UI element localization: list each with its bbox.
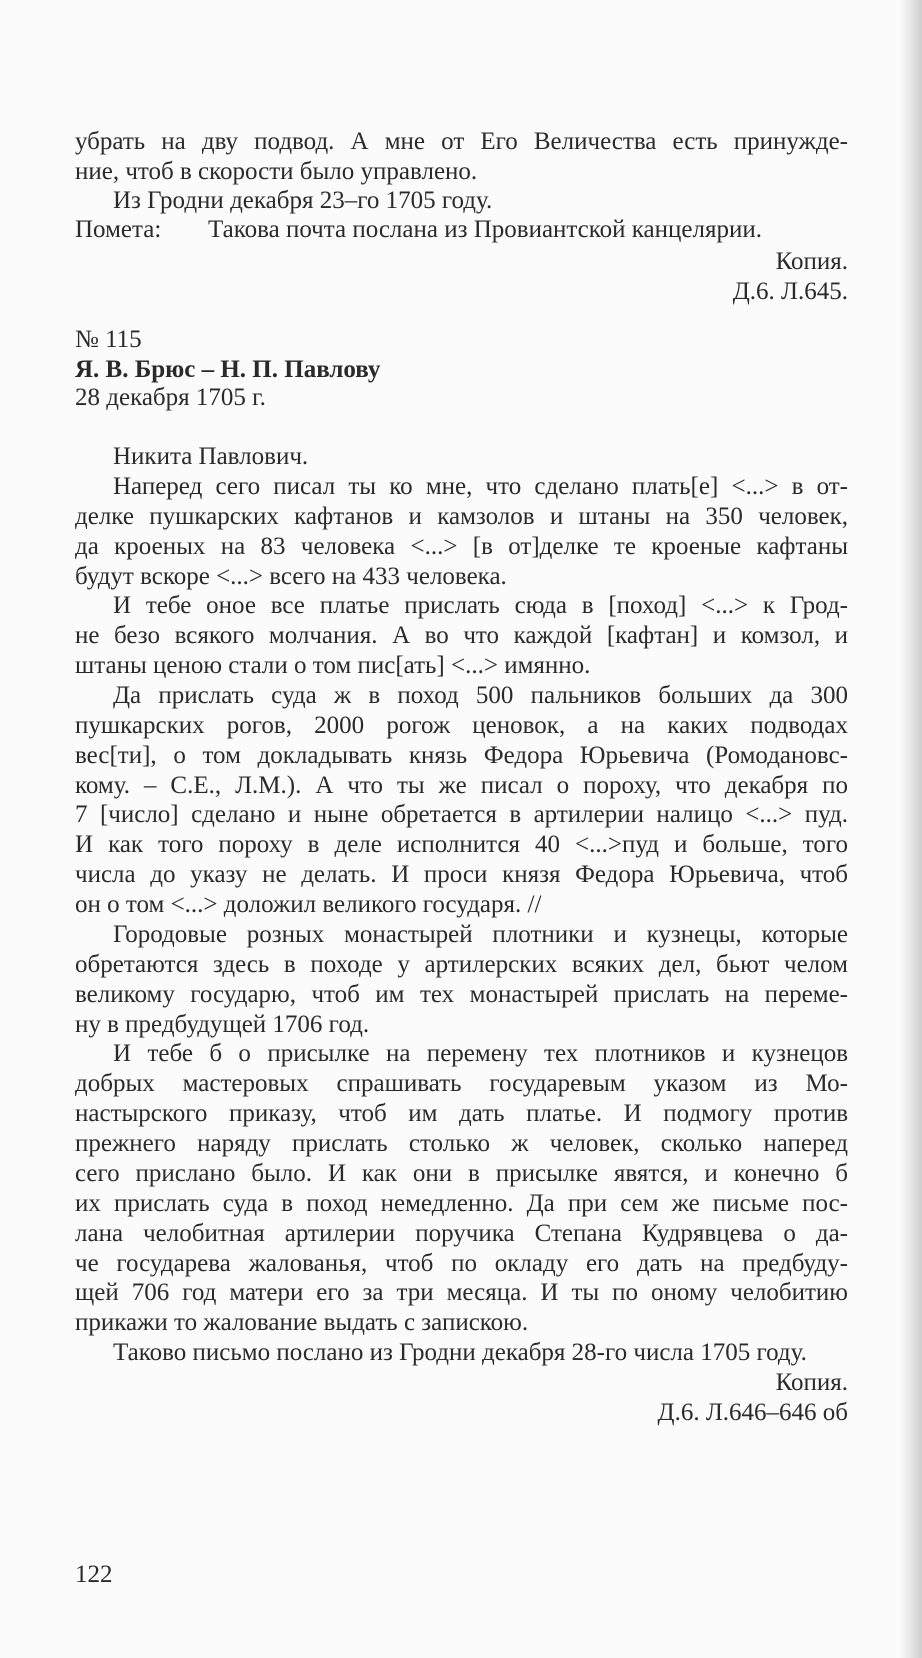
text-line: будут вскоре <...> всего на 433 человека.: [75, 562, 507, 590]
copy-mark: Копия.: [775, 248, 848, 275]
text-line: щей 706 год матери его за три месяца. И ты по оному челобитию: [75, 1279, 848, 1307]
page-number: 122: [75, 1561, 113, 1588]
text-line: 7 [число] сделано и ныне обретается в артилерии налицо <...> пуд.: [75, 801, 848, 829]
archive-reference: Д.6. Л.646–646 об: [657, 1398, 848, 1426]
text-line: штаны ценою стали о том пис[ать] <...> имянно.: [75, 652, 591, 680]
text-line: лана челобитная артилерии поручика Степана Кудрявцева о да-: [75, 1219, 848, 1247]
text-line: кому. – С.Е., Л.М.). А что ты же писал о пороху, что декабря по: [75, 771, 848, 799]
salutation: Никита Павлович.: [113, 443, 309, 470]
text-line: И тебе б о присылке на перемену тех плотников и кузнецов: [113, 1040, 848, 1068]
text-line: не безо всякого молчания. А во что каждой [кафтан] и комзол, и: [75, 622, 848, 650]
note-label: Помета:: [75, 216, 162, 243]
closing-line: Таково письмо послано из Гродни декабря 28-го числа 1705 году.: [113, 1339, 807, 1367]
text-line: ние, чтоб в скорости было управлено.: [75, 158, 478, 185]
text-line: он о том <...> доложил великого государя. //: [75, 891, 542, 918]
text-line: Наперед сего писал ты ко мне, что сделано плать[е] <...> в от-: [113, 472, 848, 500]
archive-reference: Д.6. Л.645.: [732, 278, 848, 305]
text-line: прикажи то жалование выдать с запискою.: [75, 1309, 529, 1337]
text-line: великому государю, чтоб им тех монастырей прислать на переме-: [75, 980, 848, 1008]
text-line: настырского приказу, чтоб им дать платье. И подмогу против: [75, 1100, 848, 1128]
document-number: № 115: [75, 326, 142, 353]
text-line: делке пушкарских кафтанов и камзолов и штаны на 350 человек,: [75, 502, 848, 530]
text-line: их прислать суда в поход немедленно. Да при сем же письме пос-: [75, 1189, 848, 1217]
text-line: вес[ти], о том докладывать князь Федора Юрьевича (Ромодановс-: [75, 741, 848, 769]
text-line: прежнего наряду прислать столько ж человек, сколько наперед: [75, 1130, 848, 1157]
text-line: сего прислано было. И как они в присылке явятся, и конечно б: [75, 1159, 848, 1187]
text-line: И как того пороху в деле исполнится 40 <...>пуд и больше, того: [75, 831, 848, 859]
text-line: Да прислать суда ж в поход 500 пальников больших да 300: [113, 682, 848, 709]
text-line: Городовые розных монастырей плотники и кузнецы, которые: [113, 920, 848, 948]
text-line: пушкарских рогов, 2000 рогож ценовок, а на каких подводах: [75, 711, 848, 739]
text-line: добрых мастеровых спрашивать государевым указом из Мо-: [75, 1070, 848, 1098]
text-line: ну в предбудущей 1706 год.: [75, 1010, 370, 1038]
text-line: да кроеных на 83 человека <...> [в от]делке те кроеные кафтаны: [75, 532, 848, 560]
text-line: И тебе оное все платье прислать сюда в [поход] <...> к Грод-: [113, 592, 848, 620]
text-line: обретаются здесь в походе у артилерских всяких дел, бьют челом: [75, 950, 848, 978]
scan-edge-shadow: [900, 0, 922, 1658]
copy-mark: Копия.: [775, 1369, 848, 1396]
text-line: числа до указу не делать. И проси князя Федора Юрьевича, чтоб: [75, 861, 848, 889]
text-line: убрать на дву подвод. А мне от Его Величества есть принужде-: [75, 128, 848, 155]
document-title: Я. В. Брюс – Н. П. Павлову: [75, 356, 381, 383]
place-date: Из Гродни декабря 23–го 1705 году.: [113, 187, 493, 214]
document-date: 28 декабря 1705 г.: [75, 384, 266, 411]
note-text: Такова почта послана из Провиантской канцелярии.: [208, 216, 762, 243]
text-line: че государева жалованья, чтоб по окладу его дать на предбуду-: [75, 1249, 848, 1277]
note: [75, 215, 848, 245]
